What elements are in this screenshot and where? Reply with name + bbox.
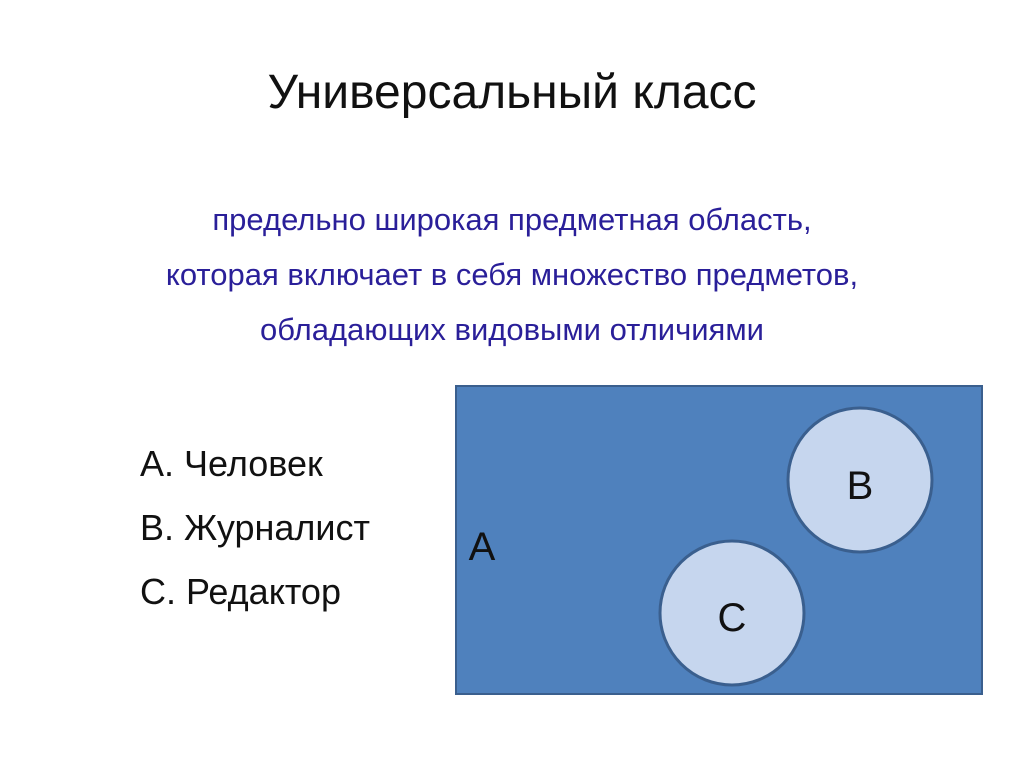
list-item-b: B. Журналист — [140, 507, 370, 548]
set-c-label: C — [717, 596, 747, 640]
definition-line-3: обладающих видовыми отличиями — [260, 312, 764, 347]
list-item-a: A. Человек — [140, 443, 323, 484]
list-item-c: C. Редактор — [140, 571, 341, 612]
definition-line-1: предельно широкая предметная область, — [212, 202, 812, 237]
set-a-label: A — [468, 525, 496, 569]
set-b-label: B — [846, 464, 874, 508]
definition-line-2: которая включает в себя множество предметов, — [165, 257, 859, 292]
slide-title: Универсальный класс — [267, 66, 757, 119]
